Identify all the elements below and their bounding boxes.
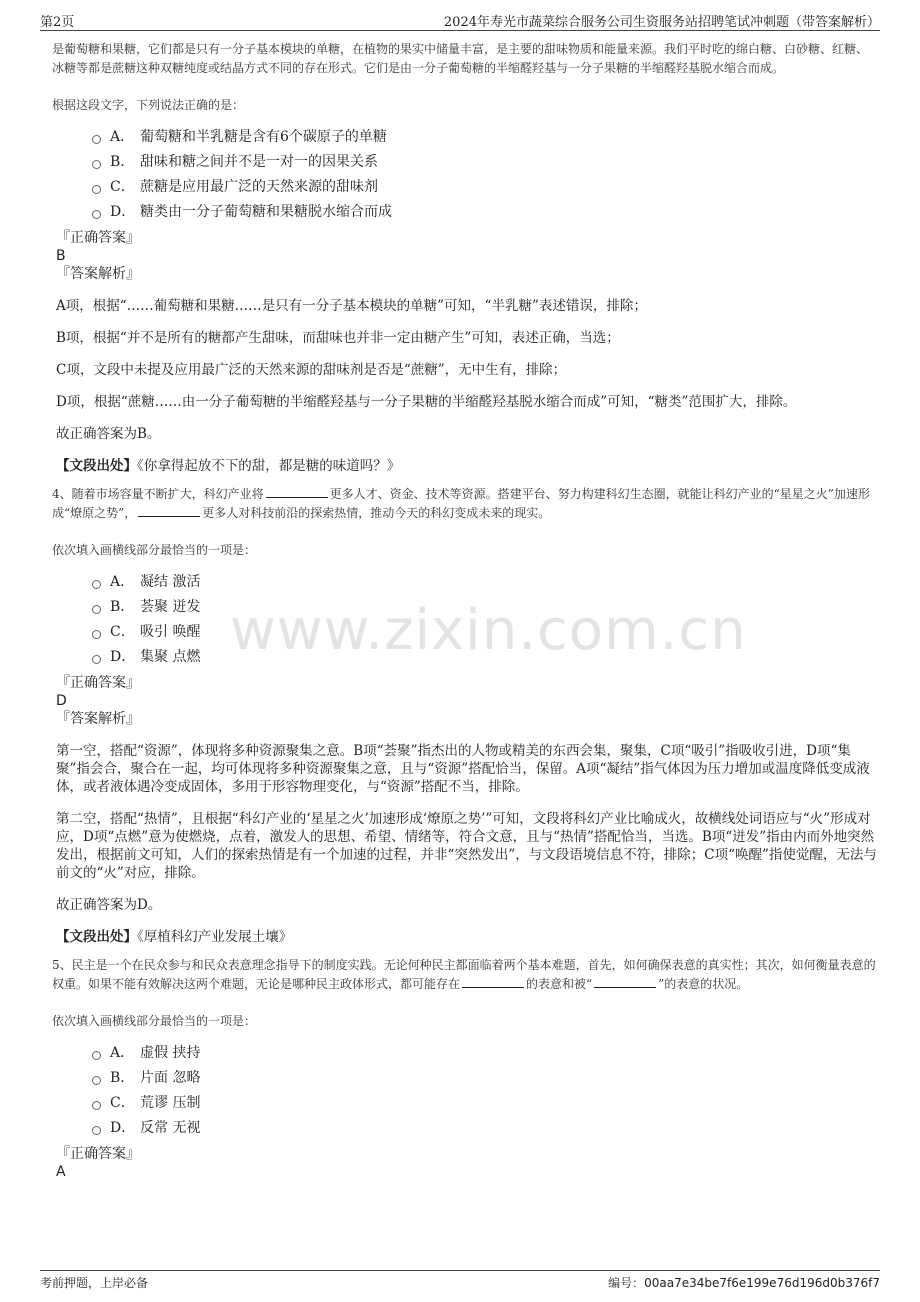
radio-icon[interactable] [92,185,101,194]
q4-answer: D [56,693,67,709]
q4-source: 【文段出处】《厚植科幻产业发展土壤》 [56,929,293,945]
document-id: 编号：00aa7e34be7f6e199e76d196d0b376f7 [608,1276,880,1290]
document-title: 2024年寿光市蔬菜综合服务公司生资服务站招聘笔试冲刺题（带答案解析） [443,15,880,30]
q4-analysis-blank2: 第二空，搭配“热情”，且根据“科幻产业的‘星星之火’加速形成‘燎原之势’”可知，文段将科幻产业比喻成火，故横线处词语应与“火”形成对应，D项“点燃”意为使燃烧，点着，激发人的思想、希望、情绪等，符合文意，且与“热情”搭配恰当，当选。B项“迸发”指由内而外地突然发出，根据前文可知，人们的探索热情是有一个加速的过程，并非“突然发出”，与文段语境信息不符，排除；C项“唤醒”指使觉醒，无法与前文的“火”对应，排除。 [56,811,877,881]
radio-icon[interactable] [92,210,101,219]
footer-slogan: 考前押题，上岸必备 [40,1276,149,1290]
document-body [52,40,878,1181]
radio-icon[interactable] [92,605,101,614]
q4-option-c[interactable]: C． 吸引 唤醒 [92,620,878,645]
q4-options [52,570,878,670]
radio-icon[interactable] [92,630,101,639]
blank-2 [594,975,656,988]
radio-icon[interactable] [92,1101,101,1110]
q3-analysis-a: A项，根据“……葡萄糖和果糖……是只有一分子基本模块的单糖”可知，“半乳糖”表述错误，排除； [56,298,647,314]
radio-icon[interactable] [92,1051,101,1060]
q5-option-b[interactable]: B． 片面 忽略 [92,1066,878,1091]
q5-option-a[interactable]: A． 虚假 挟持 [92,1041,878,1066]
q4-option-a[interactable]: A． 凝结 激活 [92,570,878,595]
page-number: 第2页 [40,15,75,30]
q3-answer: B [56,248,66,264]
q4-answer-label: 『正确答案』 [56,675,140,691]
q4-conclusion: 故正确答案为D。 [56,897,162,913]
q3-option-c[interactable]: C． 蔗糖是应用最广泛的天然来源的甜味剂 [92,175,878,200]
q3-prompt: 根据这段文字，下列说法正确的是： [52,98,245,112]
radio-icon[interactable] [92,655,101,664]
watermark: www.zixin.com.cn [230,598,747,663]
q4-prompt: 依次填入画横线部分最恰当的一项是： [52,543,257,557]
q3-passage: 是葡萄糖和果糖，它们都是只有一分子基本模块的单糖，在植物的果实中储量丰富，是主要的甜味物质和能量来源。我们平时吃的绵白糖、白砂糖、红糖、冰糖等都是蔗糖这种双糖纯度或结晶方式不同的存在形式。它们是由一分子葡萄糖的半缩醛羟基与一分子果糖的半缩醛羟基脱水缩合而成。 [52,42,869,75]
q3-source: 【文段出处】《你拿得起放不下的甜，都是糖的味道吗？》 [56,458,401,474]
q3-analysis-d: D项，根据“蔗糖……由一分子葡萄糖的半缩醛羟基与一分子果糖的半缩醛羟基脱水缩合而成”可知，“糖类”范围扩大，排除。 [56,394,797,410]
q5-answer-label: 『正确答案』 [56,1146,140,1162]
q4-analysis-blank1: 第一空，搭配“资源”，体现将多种资源聚集之意。B项“荟聚”指杰出的人物或精美的东西会集，聚集，C项“吸引”指吸收引进，D项“集聚”指会合，聚合在一起，均可体现将多种资源聚集之意，且与“资源”搭配恰当，保留。A项“凝结”指气体因为压力增加或温度降低变成液体，或者液体遇冷变成固体，多用于形容物理变化，与“资源”搭配不当，排除。 [56,743,870,795]
q5-option-d[interactable]: D． 反常 无视 [92,1116,878,1141]
q4-option-d[interactable]: D． 集聚 点燃 [92,645,878,670]
q3-analysis-label: 『答案解析』 [56,266,140,282]
blank-2 [138,504,200,517]
q3-option-b[interactable]: B． 甜味和糖之间并不是一对一的因果关系 [92,150,878,175]
q5-options [52,1041,878,1141]
blank-1 [266,485,328,498]
blank-1 [462,975,524,988]
radio-icon[interactable] [92,135,101,144]
q3-analysis-b: B项，根据“并不是所有的糖都产生甜味，而甜味也并非一定由糖产生”可知，表述正确，当选； [56,330,620,346]
q3-option-a[interactable]: A． 葡萄糖和半乳糖是含有6个碳原子的单糖 [92,125,878,150]
q3-analysis-c: C项，文段中未提及应用最广泛的天然来源的甜味剂是否是“蔗糖”，无中生有，排除； [56,362,567,378]
q3-conclusion: 故正确答案为B。 [56,426,161,442]
q5-answer: A [56,1164,66,1180]
radio-icon[interactable] [92,580,101,589]
page-header [40,8,880,31]
page-footer [40,1270,880,1293]
q3-options [52,125,878,225]
q4-stem: 4、随着市场容量不断扩大，科幻产业将 更多人才、资金、技术等资源。搭建平台、努力构建科幻生态圈，就能让科幻产业的“星星之火”加速形成“燎原之势”， 更多人对科技前沿的探索热情，推动今天的科幻变成未来的现实。 [52,487,870,520]
q3-answer-label: 『正确答案』 [56,230,140,246]
q5-option-c[interactable]: C． 荒谬 压制 [92,1091,878,1116]
radio-icon[interactable] [92,1076,101,1085]
q5-prompt: 依次填入画横线部分最恰当的一项是： [52,1014,257,1028]
radio-icon[interactable] [92,1126,101,1135]
q4-analysis-label: 『答案解析』 [56,711,140,727]
q4-option-b[interactable]: B． 荟聚 迸发 [92,595,878,620]
radio-icon[interactable] [92,160,101,169]
q5-stem: 5、民主是一个在民众参与和民众表意理念指导下的制度实践。无论何种民主都面临着两个基本难题，首先，如何确保表意的真实性；其次，如何衡量表意的权重。如果不能有效解决这两个难题，无论是哪种民主政体形式，都可能存在 的表意和被“ ”的表意的状况。 [52,958,876,991]
q3-option-d[interactable]: D． 糖类由一分子葡萄糖和果糖脱水缩合而成 [92,200,878,225]
